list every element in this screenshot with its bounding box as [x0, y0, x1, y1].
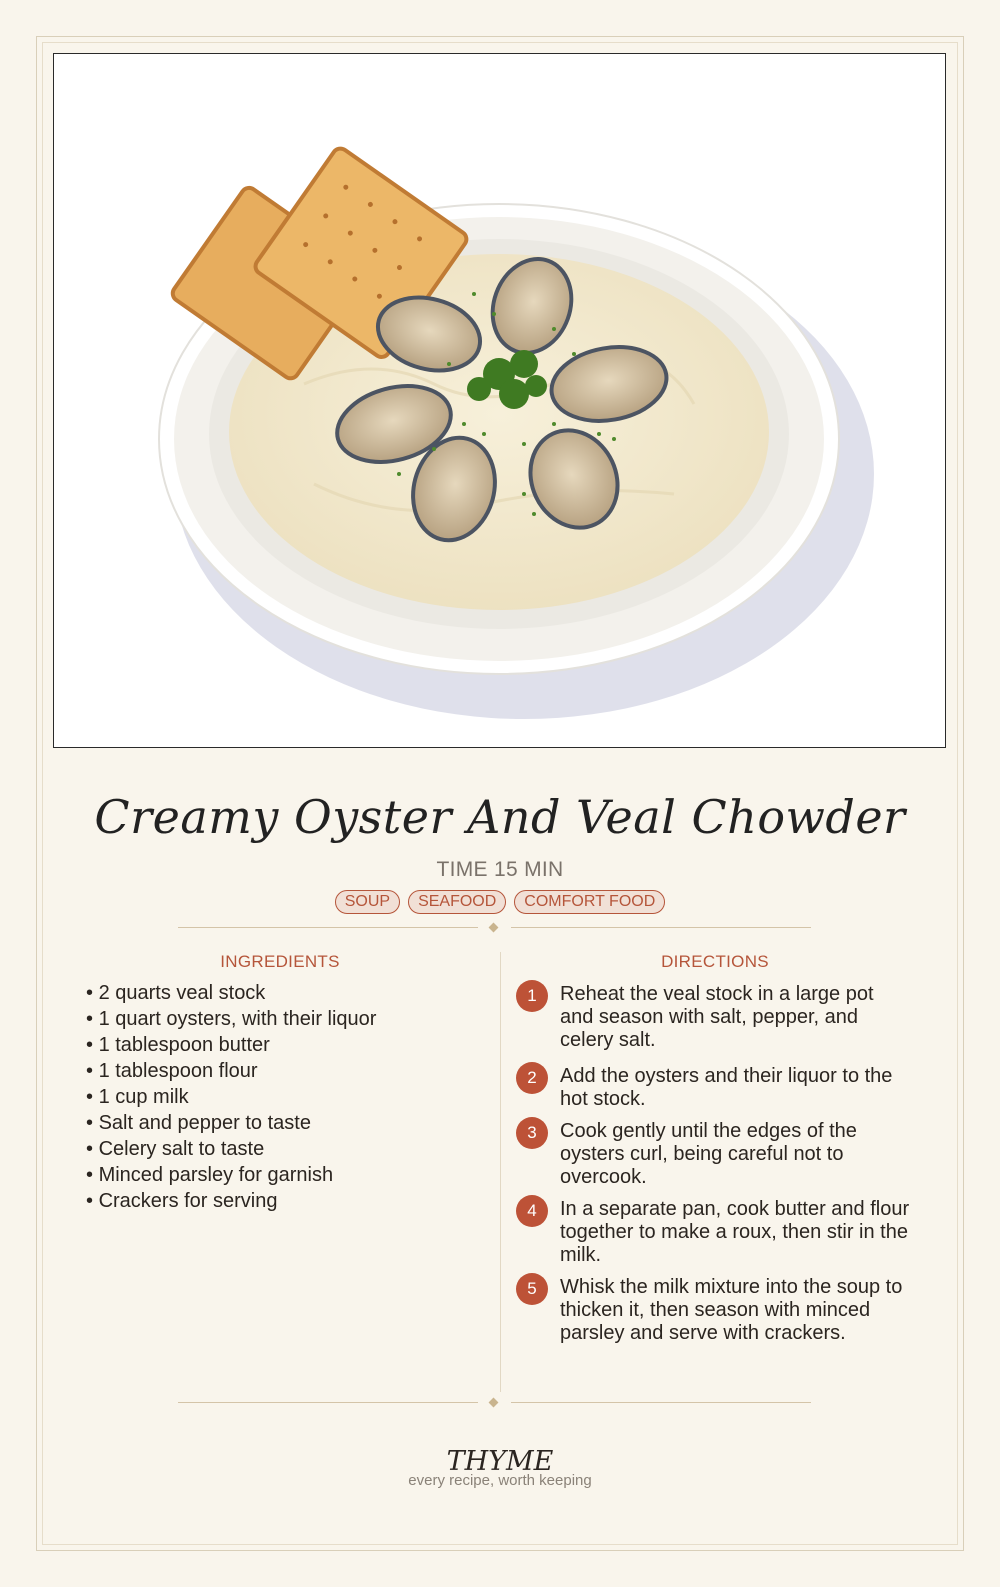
step-number: 4	[516, 1195, 548, 1227]
tag-list	[0, 890, 1000, 914]
brand-tagline: every recipe, worth keeping	[408, 1472, 592, 1489]
step-text: Whisk the milk mixture into the soup to thicken it, then season with minced parsley and serve with crackers.	[560, 1276, 903, 1344]
step-number: 5	[516, 1273, 548, 1305]
ingredient-item: • Salt and pepper to taste	[86, 1110, 376, 1136]
ingredient-item: • Minced parsley for garnish	[86, 1162, 376, 1188]
tag-seafood: SEAFOOD	[408, 890, 506, 914]
brand-logo: THYME	[446, 1446, 554, 1477]
step-text: In a separate pan, cook butter and flour together to make a roux, then stir in the milk.	[560, 1198, 910, 1266]
ingredients-heading: INGREDIENTS	[220, 952, 340, 971]
divider-top-right	[511, 927, 811, 928]
directions-heading: DIRECTIONS	[661, 952, 769, 971]
ingredient-item: • 1 tablespoon flour	[86, 1058, 376, 1084]
tag-soup: SOUP	[335, 890, 400, 914]
step-number: 1	[516, 980, 548, 1012]
ingredient-item: • Celery salt to taste	[86, 1136, 376, 1162]
ingredient-item: • 1 cup milk	[86, 1084, 376, 1110]
step-number: 2	[516, 1062, 548, 1094]
column-divider	[500, 952, 501, 1392]
ingredient-item: • 2 quarts veal stock	[86, 980, 376, 1006]
step-text: Cook gently until the edges of the oysters curl, being careful not to overcook.	[560, 1120, 857, 1188]
tag-comfort-food: COMFORT FOOD	[514, 890, 665, 914]
direction-step	[516, 980, 916, 1052]
dish-illustration	[53, 53, 946, 748]
direction-step	[516, 1273, 916, 1345]
step-text: Add the oysters and their liquor to the hot stock.	[560, 1065, 893, 1110]
ingredient-item: • 1 tablespoon butter	[86, 1032, 376, 1058]
direction-step	[516, 1117, 916, 1189]
ingredient-item: • 1 quart oysters, with their liquor	[86, 1006, 376, 1032]
step-text: Reheat the veal stock in a large pot and season with salt, pepper, and celery salt.	[560, 983, 874, 1051]
direction-step	[516, 1195, 916, 1267]
divider-top-left	[178, 927, 478, 928]
divider-bottom-right	[511, 1402, 811, 1403]
ingredients-list	[86, 980, 376, 1214]
ingredient-item: • Crackers for serving	[86, 1188, 376, 1214]
direction-step	[516, 1062, 916, 1111]
recipe-title: Creamy Oyster And Veal Chowder	[94, 790, 906, 844]
divider-bottom-left	[178, 1402, 478, 1403]
step-number: 3	[516, 1117, 548, 1149]
cook-time: TIME 15 MIN	[436, 858, 564, 881]
